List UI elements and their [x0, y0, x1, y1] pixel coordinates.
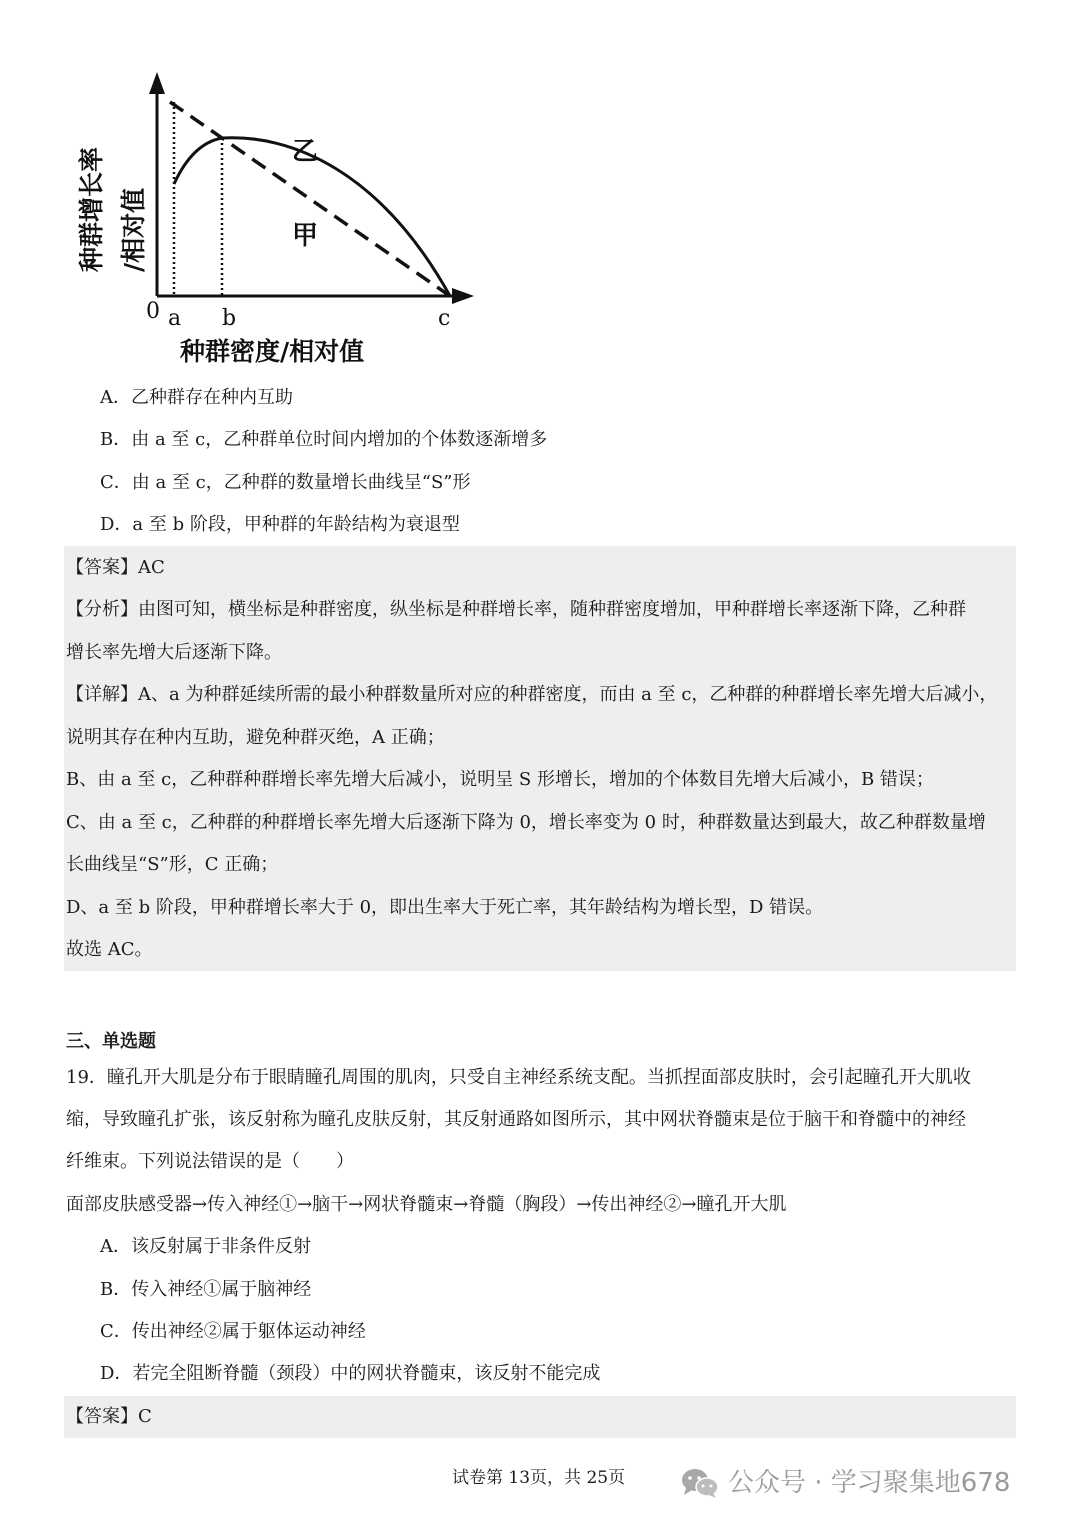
q18-option-a: A．乙种群存在种内互助	[100, 387, 293, 408]
x-axis-arrow	[452, 288, 474, 304]
tick-b-label: b	[222, 306, 237, 331]
q19-answer: 【答案】C	[66, 1406, 152, 1427]
q19-pathway: 面部皮肤感受器→传入神经①→脑干→网状脊髓束→脊髓（胸段）→传出神经②→瞳孔开大肌	[66, 1194, 787, 1215]
q19-stem-line-2: 缩，导致瞳孔扩张，该反射称为瞳孔皮肤反射，其反射通路如图所示，其中网状脊髓束是位于脑干和脊髓中的神经	[66, 1109, 966, 1130]
watermark	[680, 1466, 1010, 1500]
y-axis-label-line1: 种群增长率	[77, 146, 106, 272]
q18-option-c: C．由 a 至 c，乙种群的数量增长曲线呈“S”形	[100, 472, 471, 493]
q19-option-b: B．传入神经①属于脑神经	[100, 1279, 312, 1300]
q18-analysis-line-2: 增长率先增大后逐渐下降。	[66, 642, 282, 663]
q18-option-b: B．由 a 至 c，乙种群单位时间内增加的个体数逐渐增多	[100, 429, 548, 450]
section-title: 三、单选题	[66, 1031, 156, 1052]
tick-a-label: a	[168, 306, 182, 331]
q18-detail-line-7: 故选 AC。	[66, 939, 153, 960]
q19-option-a: A．该反射属于非条件反射	[100, 1236, 311, 1257]
tick-c-label: c	[438, 306, 451, 331]
y-axis-arrow	[149, 72, 165, 94]
q19-option-d: D．若完全阻断脊髓（颈段）中的网状脊髓束，该反射不能完成	[100, 1363, 601, 1384]
q18-answer: 【答案】AC	[66, 557, 165, 578]
curve-jia-label: 甲	[292, 221, 319, 251]
x-axis-label: 种群密度/相对值	[180, 337, 365, 366]
q18-detail-line-3: B、由 a 至 c，乙种群种群增长率先增大后减小，说明呈 S 形增长，增加的个体数目先增大后减小，B 错误；	[66, 769, 934, 790]
q18-detail-line-1: 【详解】A、a 为种群延续所需的最小种群数量所对应的种群密度，而由 a 至 c，乙种群的种群增长率先增大后减小，	[66, 684, 998, 705]
watermark-text: 公众号 · 学习聚集地678	[728, 1468, 1011, 1498]
curve-jia	[170, 102, 450, 296]
q18-detail-line-2: 说明其存在种内互助，避免种群灭绝，A 正确；	[66, 727, 445, 748]
q18-option-d: D．a 至 b 阶段，甲种群的年龄结构为衰退型	[100, 514, 460, 535]
origin-label: 0	[146, 299, 160, 324]
curve-yi-label: 乙	[292, 137, 319, 167]
q19-stem-line-3: 纤维束。下列说法错误的是（ ）	[66, 1151, 354, 1172]
q18-detail-line-5: 长曲线呈“S”形，C 正确；	[66, 854, 279, 875]
page-footer: 试卷第 13页，共 25页	[452, 1468, 626, 1488]
q18-analysis-line-1: 【分析】由图可知，横坐标是种群密度，纵坐标是种群增长率，随种群密度增加，甲种群增长率逐渐下降，乙种群	[66, 599, 966, 620]
q18-detail-line-4: C、由 a 至 c，乙种群的种群增长率先增大后逐渐下降为 0，增长率变为 0 时，种群数量达到最大，故乙种群数量增	[66, 812, 986, 833]
q18-detail-line-6: D、a 至 b 阶段，甲种群增长率大于 0，即出生率大于死亡率，其年龄结构为增长型，D 错误。	[66, 897, 824, 918]
q19-answer-box	[64, 1396, 1016, 1438]
population-growth-figure	[60, 60, 500, 380]
q19-stem-line-1: 19．瞳孔开大肌是分布于眼睛瞳孔周围的肌肉，只受自主神经系统支配。当抓捏面部皮肤时，会引起瞳孔开大肌收	[66, 1067, 971, 1088]
y-axis-label-line2: /相对值	[119, 187, 148, 272]
wechat-icon	[680, 1466, 720, 1500]
q19-option-c: C．传出神经②属于躯体运动神经	[100, 1321, 366, 1342]
